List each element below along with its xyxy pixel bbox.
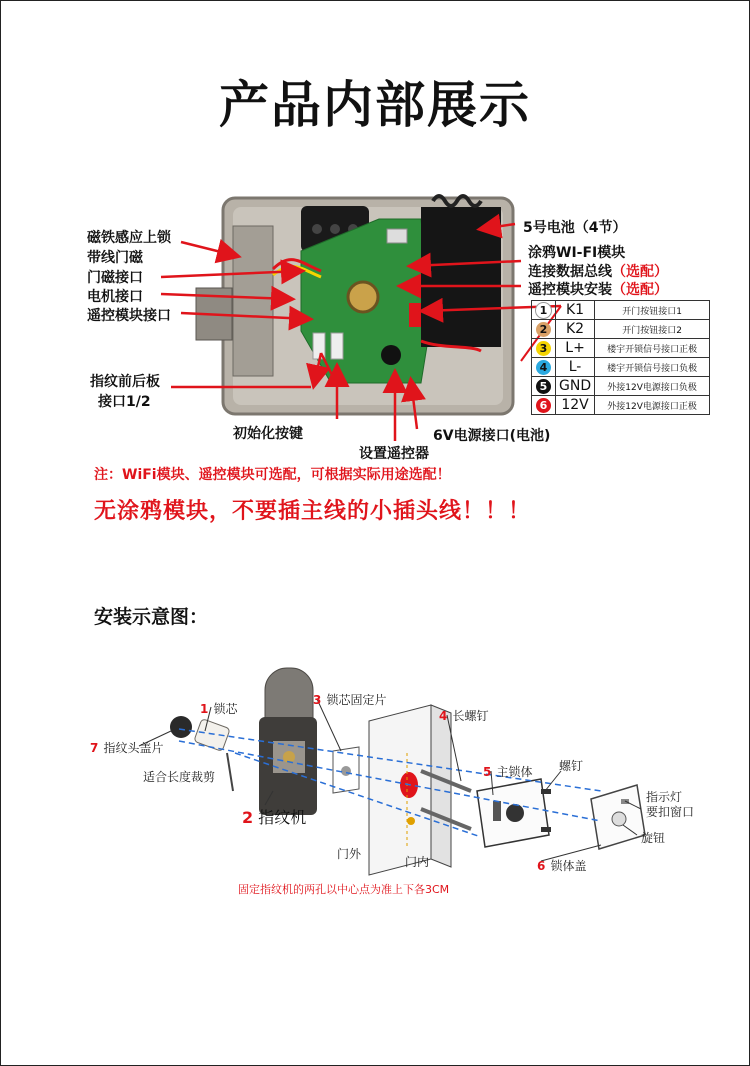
- port-pin: GND: [556, 377, 595, 396]
- label-fingerprint-board: 指纹前后板: [90, 374, 160, 390]
- label-data-bus: [528, 261, 668, 281]
- install-callout-5: 5 主锁体: [483, 765, 533, 779]
- port-description: 楼宇开锁信号接口负极: [595, 358, 710, 377]
- port-number-badge: 5: [536, 379, 551, 394]
- install-inside-label: 门内: [405, 855, 430, 869]
- install-callout-1: 1 锁芯: [200, 702, 238, 716]
- label-set-remote: 设置遥控器: [359, 446, 429, 462]
- label-magnet-lock: 磁铁感应上锁: [87, 230, 171, 246]
- port-number-badge: 1: [535, 302, 552, 319]
- label-motor-port: 电机接口: [87, 289, 143, 305]
- install-outside-label: 门外: [337, 847, 362, 861]
- label-door-magnet-wire: 带线门磁: [87, 250, 143, 266]
- label-remote-install: [528, 279, 668, 299]
- label-data-bus-optional: （选配）: [612, 264, 668, 280]
- port-table: [531, 300, 710, 415]
- install-callout-2: 2 指纹机: [242, 808, 307, 827]
- install-callout-3: 3 锁芯固定片: [313, 693, 387, 707]
- port-number-badge: 2: [536, 322, 551, 337]
- port-number-badge: 6: [536, 398, 551, 413]
- install-trim-label: 适合长度裁剪: [143, 770, 216, 784]
- install-indicator-label: 指示灯: [646, 790, 683, 804]
- label-data-bus-main: 连接数据总线: [528, 264, 612, 280]
- port-row: [532, 358, 710, 377]
- port-row: [532, 396, 710, 415]
- port-pin: L-: [556, 358, 595, 377]
- port-pin: L+: [556, 339, 595, 358]
- port-number: [532, 377, 556, 396]
- port-description: 开门按钮接口1: [595, 301, 710, 320]
- label-remote-install-main: 遥控模块安装: [528, 282, 612, 298]
- label-remote-module-port: 遥控模块接口: [87, 308, 171, 324]
- port-description: 外接12V电源接口负极: [595, 377, 710, 396]
- port-description: 外接12V电源接口正极: [595, 396, 710, 415]
- page-title: 产品内部展示: [219, 76, 531, 134]
- install-footnote: 固定指纹机的两孔以中心点为准上下各3CM: [238, 883, 450, 896]
- install-callout-6: 6 锁体盖: [537, 859, 587, 873]
- optional-note: 注：WiFi模块、遥控模块可选配，可根据实际用途选配！: [94, 467, 451, 483]
- install-section-title: 安装示意图：: [94, 606, 209, 628]
- port-number: [532, 358, 556, 377]
- port-number-badge: 3: [536, 341, 551, 356]
- port-pin: K2: [556, 320, 595, 339]
- label-fingerprint-board-ports: 接口1/2: [98, 394, 151, 410]
- install-callout-4: 4 长螺钉: [439, 709, 489, 723]
- port-row: [532, 339, 710, 358]
- label-power-port: 6V电源接口(电池): [433, 428, 551, 444]
- port-row: [532, 320, 710, 339]
- port-description: 楼宇开锁信号接口正极: [595, 339, 710, 358]
- install-knob-label: 旋钮: [641, 831, 666, 845]
- install-window-label: 要扣窗口: [646, 805, 695, 819]
- port-number: [532, 339, 556, 358]
- port-number-badge: 4: [536, 360, 551, 375]
- label-battery: 5号电池（4节）: [523, 220, 627, 236]
- port-number: [532, 396, 556, 415]
- port-number: [532, 320, 556, 339]
- port-row: [532, 301, 710, 320]
- lock-internal-illustration: [1, 1, 749, 1065]
- install-callout-7: 7 指纹头盖片: [90, 741, 164, 755]
- label-remote-install-optional: （选配）: [612, 282, 668, 298]
- label-door-sensor-port: 门磁接口: [87, 270, 143, 286]
- label-init-button: 初始化按键: [233, 426, 303, 442]
- label-wifi-module: 涂鸦WI-FI模块: [528, 245, 626, 261]
- port-row: [532, 377, 710, 396]
- port-number: [532, 301, 556, 320]
- port-pin: K1: [556, 301, 595, 320]
- warning-text: 无涂鸦模块，不要插主线的小插头线！！！: [94, 499, 532, 524]
- port-pin: 12V: [556, 396, 595, 415]
- port-description: 开门按钮接口2: [595, 320, 710, 339]
- install-screw-label: 螺钉: [559, 759, 584, 773]
